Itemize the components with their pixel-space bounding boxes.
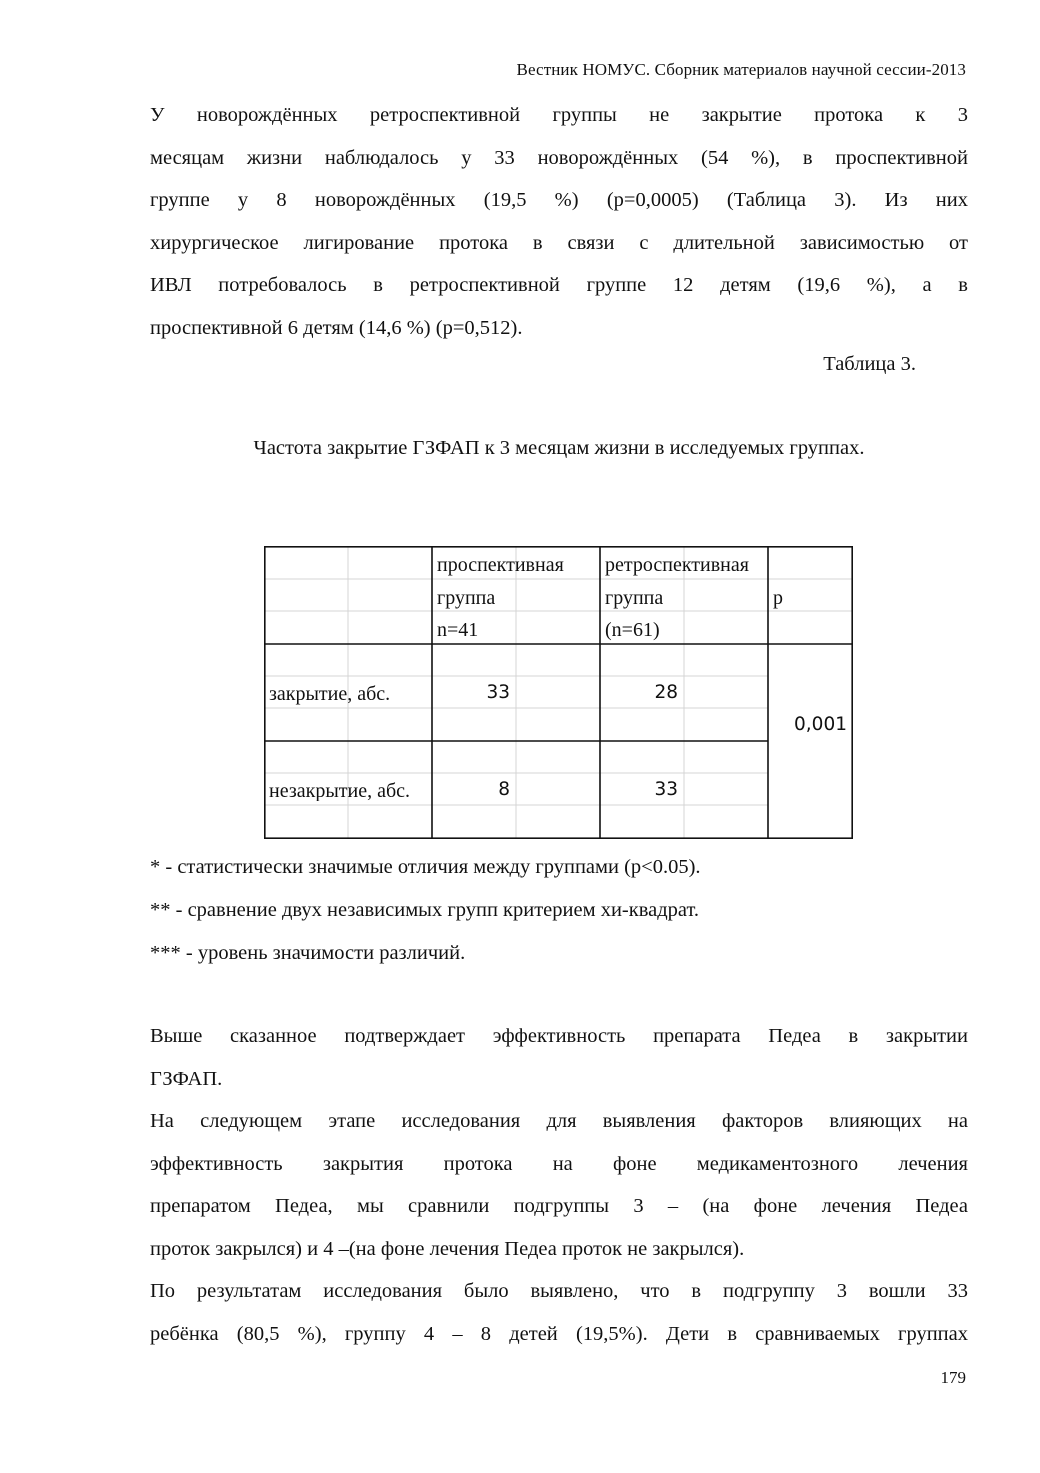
text-line: хирургическое лигирование протока в связи с длительной зависимостью от [150, 231, 968, 254]
text-line: группе у 8 новорождённых (19,5 %) (р=0,0005) (Таблица 3). Из них [150, 189, 968, 211]
page-number: 179 [940, 1368, 966, 1387]
note-line: *** - уровень значимости различий. [150, 942, 466, 964]
header-prospective-line3: n=41 [437, 619, 479, 641]
text-line: Выше сказанное подтверждает эффективность препарата Педеа в закрытии [150, 1025, 968, 1047]
header-retrospective-line1: ретроспективная [605, 554, 749, 576]
header-prospective-line1: проспективная [437, 554, 564, 576]
cell-p-value: 0,001 [794, 714, 847, 735]
cell-nonclosure-prospective: 8 [498, 779, 510, 800]
header-prospective-line2: группа [437, 587, 496, 609]
conclusion-paragraph [150, 1015, 968, 1355]
intro-paragraph [150, 94, 968, 349]
header-retrospective-line3: (n=61) [605, 619, 660, 641]
text-line: По результатам исследования было выявлено, что в подгруппу 3 вошли 33 [150, 1280, 968, 1302]
text-line: проспективной 6 детям (14,6 %) (р=0,512). [150, 316, 523, 339]
table-notes [150, 846, 968, 975]
text-line: препаратом Педеа, мы сравнили подгруппы 3 – (на фоне лечения Педеа [150, 1195, 968, 1217]
header-retrospective-line2: группа [605, 587, 664, 609]
journal-header: Вестник НОМУС. Сборник материалов научной сессии-2013 [516, 60, 966, 79]
note-line: ** - сравнение двух независимых групп критерием хи-квадрат. [150, 899, 699, 921]
text-line: На следующем этапе исследования для выявления факторов влияющих на [150, 1110, 968, 1132]
table-label: Таблица 3. [823, 353, 916, 375]
text-line: месяцам жизни наблюдалось у 33 новорождённых (54 %), в проспективной [150, 146, 968, 169]
text-line: У новорождённых ретроспективной группы не закрытие протока к 3 [150, 104, 968, 126]
results-table [264, 546, 853, 839]
text-line: проток закрылся) и 4 –(на фоне лечения Педеа проток не закрылся). [150, 1237, 745, 1260]
text-line: ребёнка (80,5 %), группу 4 – 8 детей (19,5%). Дети в сравниваемых группах [150, 1322, 968, 1345]
row-label-nonclosure: незакрытие, абс. [269, 781, 411, 801]
table-caption: Частота закрытие ГЗФАП к 3 месяцам жизни в исследуемых группах. [253, 437, 865, 459]
row-label-closure: закрытие, абс. [269, 683, 391, 705]
text-line: эффективность закрытия протока на фоне медикаментозного лечения [150, 1152, 968, 1175]
cell-closure-prospective: 33 [486, 682, 510, 703]
header-p: р [773, 587, 783, 609]
cell-nonclosure-retrospective: 33 [654, 779, 678, 800]
text-line: ИВЛ потребовалось в ретроспективной группе 12 детям (19,6 %), а в [150, 274, 968, 296]
cell-closure-retrospective: 28 [654, 682, 678, 703]
text-line: ГЗФАП. [150, 1067, 223, 1090]
note-line: * - статистически значимые отличия между группами (р<0.05). [150, 856, 701, 878]
